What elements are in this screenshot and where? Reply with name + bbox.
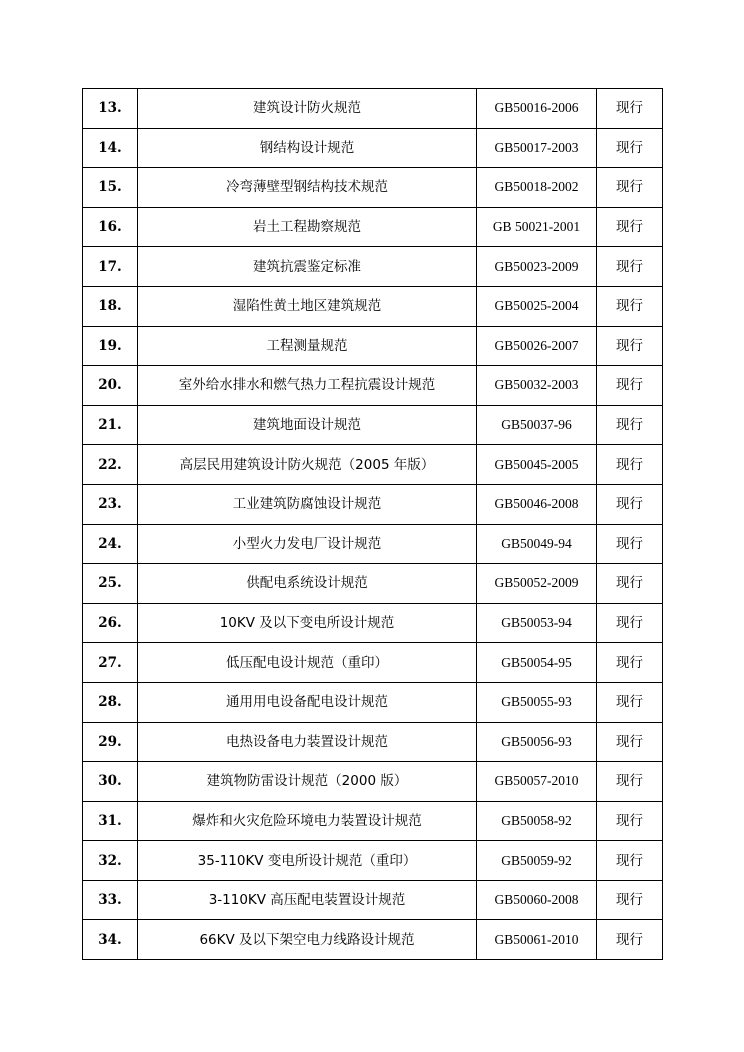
standard-code: GB50056-93 <box>477 722 597 762</box>
row-number: 15. <box>83 168 138 208</box>
table-row <box>83 484 663 524</box>
table-row <box>83 920 663 960</box>
table-row <box>83 841 663 881</box>
table-row <box>83 564 663 604</box>
standard-name: 通用用电设备配电设计规范 <box>138 682 477 722</box>
standard-name: 建筑物防雷设计规范（2000 版） <box>138 762 477 802</box>
standard-name: 湿陷性黄土地区建筑规范 <box>138 286 477 326</box>
standard-code: GB50017-2003 <box>477 128 597 168</box>
row-number: 24. <box>83 524 138 564</box>
standard-name: 35-110KV 变电所设计规范（重印） <box>138 841 477 881</box>
standard-name: 爆炸和火灾危险环境电力装置设计规范 <box>138 801 477 841</box>
standard-name: 建筑抗震鉴定标准 <box>138 247 477 287</box>
row-number: 23. <box>83 484 138 524</box>
standard-code: GB50058-92 <box>477 801 597 841</box>
standard-name: 小型火力发电厂设计规范 <box>138 524 477 564</box>
standard-code: GB50053-94 <box>477 603 597 643</box>
standard-status: 现行 <box>597 445 663 485</box>
standard-status: 现行 <box>597 880 663 920</box>
table-row <box>83 445 663 485</box>
table-row <box>83 405 663 445</box>
standard-code: GB50045-2005 <box>477 445 597 485</box>
table-row <box>83 643 663 683</box>
standard-status: 现行 <box>597 128 663 168</box>
standard-status: 现行 <box>597 247 663 287</box>
standards-table-body <box>83 89 663 960</box>
standard-name: 10KV 及以下变电所设计规范 <box>138 603 477 643</box>
standard-name: 建筑地面设计规范 <box>138 405 477 445</box>
standard-status: 现行 <box>597 484 663 524</box>
standard-name: 高层民用建筑设计防火规范（2005 年版） <box>138 445 477 485</box>
standard-status: 现行 <box>597 920 663 960</box>
table-row <box>83 247 663 287</box>
standard-status: 现行 <box>597 326 663 366</box>
standard-name: 3-110KV 高压配电装置设计规范 <box>138 880 477 920</box>
standard-status: 现行 <box>597 524 663 564</box>
row-number: 13. <box>83 89 138 129</box>
standard-code: GB50018-2002 <box>477 168 597 208</box>
table-row <box>83 603 663 643</box>
standard-code: GB50055-93 <box>477 682 597 722</box>
row-number: 16. <box>83 207 138 247</box>
row-number: 34. <box>83 920 138 960</box>
standard-code: GB50052-2009 <box>477 564 597 604</box>
standard-name: 建筑设计防火规范 <box>138 89 477 129</box>
standard-code: GB50057-2010 <box>477 762 597 802</box>
row-number: 17. <box>83 247 138 287</box>
standard-status: 现行 <box>597 286 663 326</box>
row-number: 30. <box>83 762 138 802</box>
standard-name: 供配电系统设计规范 <box>138 564 477 604</box>
standard-code: GB50054-95 <box>477 643 597 683</box>
row-number: 26. <box>83 603 138 643</box>
standard-status: 现行 <box>597 722 663 762</box>
row-number: 32. <box>83 841 138 881</box>
row-number: 14. <box>83 128 138 168</box>
standard-name: 低压配电设计规范（重印） <box>138 643 477 683</box>
standard-status: 现行 <box>597 564 663 604</box>
table-row <box>83 722 663 762</box>
row-number: 33. <box>83 880 138 920</box>
standard-code: GB50049-94 <box>477 524 597 564</box>
table-row <box>83 286 663 326</box>
row-number: 31. <box>83 801 138 841</box>
standard-code: GB50026-2007 <box>477 326 597 366</box>
standard-status: 现行 <box>597 89 663 129</box>
standard-name: 电热设备电力装置设计规范 <box>138 722 477 762</box>
standard-code: GB50059-92 <box>477 841 597 881</box>
table-row <box>83 682 663 722</box>
row-number: 22. <box>83 445 138 485</box>
table-row <box>83 366 663 406</box>
standard-name: 钢结构设计规范 <box>138 128 477 168</box>
table-row <box>83 207 663 247</box>
row-number: 21. <box>83 405 138 445</box>
standard-code: GB50046-2008 <box>477 484 597 524</box>
table-row <box>83 168 663 208</box>
table-row <box>83 524 663 564</box>
standard-code: GB50061-2010 <box>477 920 597 960</box>
standard-code: GB50037-96 <box>477 405 597 445</box>
standard-name: 冷弯薄壁型钢结构技术规范 <box>138 168 477 208</box>
row-number: 19. <box>83 326 138 366</box>
row-number: 28. <box>83 682 138 722</box>
standard-status: 现行 <box>597 682 663 722</box>
standard-status: 现行 <box>597 643 663 683</box>
table-row <box>83 801 663 841</box>
standard-code: GB50025-2004 <box>477 286 597 326</box>
standard-status: 现行 <box>597 366 663 406</box>
table-row <box>83 880 663 920</box>
standard-status: 现行 <box>597 841 663 881</box>
standard-name: 工程测量规范 <box>138 326 477 366</box>
row-number: 20. <box>83 366 138 406</box>
standard-status: 现行 <box>597 801 663 841</box>
standard-name: 室外给水排水和燃气热力工程抗震设计规范 <box>138 366 477 406</box>
standard-status: 现行 <box>597 762 663 802</box>
standard-status: 现行 <box>597 207 663 247</box>
standard-name: 66KV 及以下架空电力线路设计规范 <box>138 920 477 960</box>
row-number: 29. <box>83 722 138 762</box>
standard-code: GB50060-2008 <box>477 880 597 920</box>
standard-code: GB50032-2003 <box>477 366 597 406</box>
table-row <box>83 128 663 168</box>
standard-name: 岩土工程勘察规范 <box>138 207 477 247</box>
standard-code: GB 50021-2001 <box>477 207 597 247</box>
standard-status: 现行 <box>597 168 663 208</box>
row-number: 27. <box>83 643 138 683</box>
standard-name: 工业建筑防腐蚀设计规范 <box>138 484 477 524</box>
table-row <box>83 762 663 802</box>
standard-status: 现行 <box>597 603 663 643</box>
row-number: 25. <box>83 564 138 604</box>
row-number: 18. <box>83 286 138 326</box>
standard-status: 现行 <box>597 405 663 445</box>
table-row <box>83 326 663 366</box>
standard-code: GB50016-2006 <box>477 89 597 129</box>
standards-table <box>82 88 663 960</box>
standard-code: GB50023-2009 <box>477 247 597 287</box>
table-row <box>83 89 663 129</box>
